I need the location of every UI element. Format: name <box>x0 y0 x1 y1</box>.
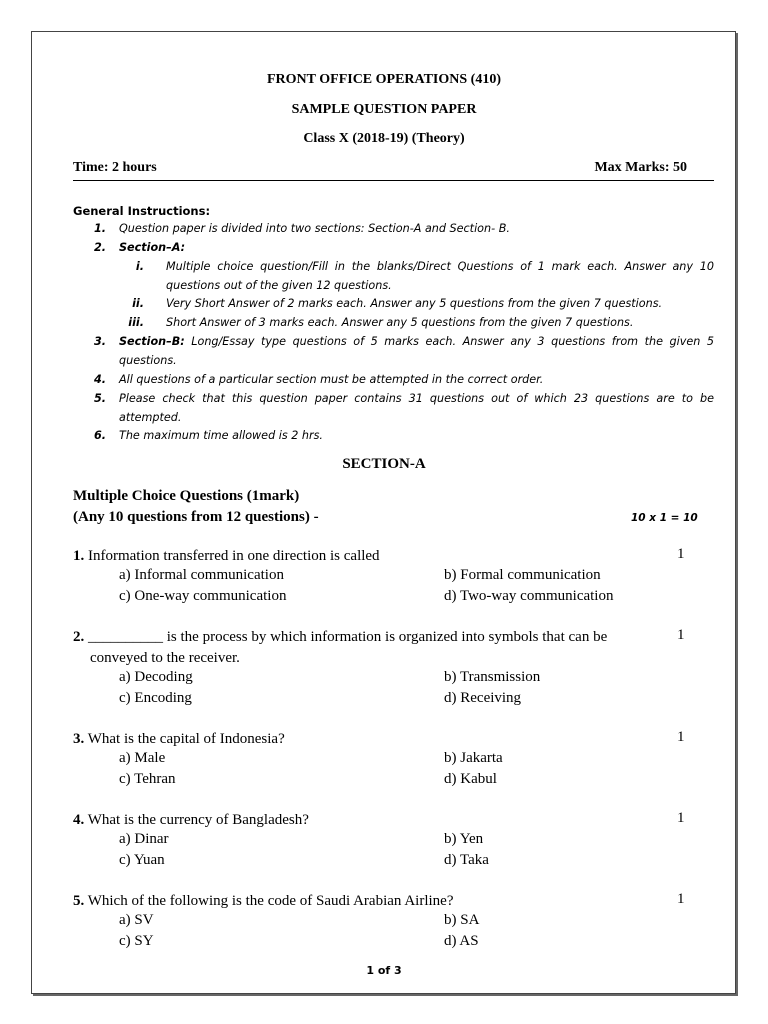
option: d) Taka <box>444 852 489 868</box>
question-number: 5. <box>73 893 85 909</box>
question-body: __________ is the process by which information is organized into symbols that can be <box>84 629 608 645</box>
question-number: 2. <box>73 629 85 645</box>
question-text-continued: conveyed to the receiver. <box>90 650 240 666</box>
question-text <box>73 891 453 912</box>
question-mark: 1 <box>677 891 685 907</box>
question-body: Which of the following is the code of Saudi Arabian Airline? <box>84 893 454 909</box>
option: a) SV <box>119 912 154 928</box>
option: b) SA <box>444 912 480 928</box>
instruction-number: ii. <box>132 297 144 310</box>
header-divider <box>73 180 714 181</box>
option: a) Decoding <box>119 669 193 685</box>
option: b) Transmission <box>444 669 541 685</box>
question-text <box>73 729 285 750</box>
instruction-number: 4. <box>93 373 106 386</box>
instruction-text: Question paper is divided into two sections: Section-A and Section- B. <box>119 222 510 235</box>
question-number: 3. <box>73 731 85 747</box>
question-mark: 1 <box>677 810 685 826</box>
question-text <box>73 627 607 648</box>
question-number: 4. <box>73 812 85 828</box>
marks-formula: 10 x 1 = 10 <box>631 512 698 524</box>
instruction-number: 6. <box>93 429 106 442</box>
instruction-body: Long/Essay type questions of 5 marks each. Answer any 3 questions from the given 5 questions. <box>119 335 714 367</box>
question-number: 1. <box>73 548 85 564</box>
question-text <box>73 546 380 567</box>
question-body: Information transferred in one direction is called <box>84 548 380 564</box>
paper-title: FRONT OFFICE OPERATIONS (410) <box>267 72 501 87</box>
mcq-heading: Multiple Choice Questions (1mark) <box>73 488 300 504</box>
option: d) Receiving <box>444 690 522 706</box>
question-body: What is the currency of Bangladesh? <box>84 812 309 828</box>
time-label: Time: 2 hours <box>73 160 157 175</box>
instruction-text: Please check that this question paper contains 31 questions out of which 23 questions are to be attempted. <box>119 392 714 424</box>
time-marks-row <box>73 160 687 176</box>
option: c) One-way communication <box>119 588 287 604</box>
instruction-text: All questions of a particular section must be attempted in the correct order. <box>119 373 544 386</box>
instruction-text <box>119 333 714 371</box>
option: b) Formal communication <box>444 567 601 583</box>
page-number: 1 of 3 <box>366 964 402 977</box>
instruction-text: Multiple choice question/Fill in the blanks/Direct Questions of 1 mark each. Answer any 10 questions out of the given 12 questions. <box>166 260 714 292</box>
option: c) Tehran <box>119 771 176 787</box>
instruction-label: Section–B: <box>119 335 185 348</box>
instruction-number: 2. <box>93 241 106 254</box>
instruction-text: Section–A: <box>119 241 186 254</box>
option: c) SY <box>119 933 154 949</box>
section-a-title: SECTION-A <box>342 456 426 472</box>
class-line: Class X (2018-19) (Theory) <box>303 131 465 146</box>
option: d) Two-way communication <box>444 588 614 604</box>
option: b) Jakarta <box>444 750 503 766</box>
question-mark: 1 <box>677 627 685 643</box>
option: c) Yuan <box>119 852 165 868</box>
instruction-number: 1. <box>93 222 106 235</box>
instruction-text: Short Answer of 3 marks each. Answer any 5 questions from the given 7 questions. <box>166 316 634 329</box>
question-text <box>73 810 309 831</box>
instruction-number: 5. <box>93 392 106 405</box>
option: d) AS <box>444 933 479 949</box>
max-marks-label: Max Marks: 50 <box>594 160 687 175</box>
option: a) Male <box>119 750 166 766</box>
instruction-number: iii. <box>128 316 144 329</box>
option: b) Yen <box>444 831 484 847</box>
option: a) Dinar <box>119 831 169 847</box>
instruction-number: 3. <box>93 335 106 348</box>
mcq-subheading: (Any 10 questions from 12 questions) - <box>73 509 319 525</box>
paper-subtitle: SAMPLE QUESTION PAPER <box>291 102 477 117</box>
option: d) Kabul <box>444 771 497 787</box>
question-body: What is the capital of Indonesia? <box>84 731 285 747</box>
question-mark: 1 <box>677 729 685 745</box>
question-mark: 1 <box>677 546 685 562</box>
instruction-text: Very Short Answer of 2 marks each. Answer any 5 questions from the given 7 questions. <box>166 297 663 310</box>
instruction-number: i. <box>135 260 144 273</box>
option: a) Informal communication <box>119 567 284 583</box>
instructions-heading: General Instructions: <box>73 204 211 218</box>
instruction-text: The maximum time allowed is 2 hrs. <box>119 429 323 442</box>
option: c) Encoding <box>119 690 192 706</box>
